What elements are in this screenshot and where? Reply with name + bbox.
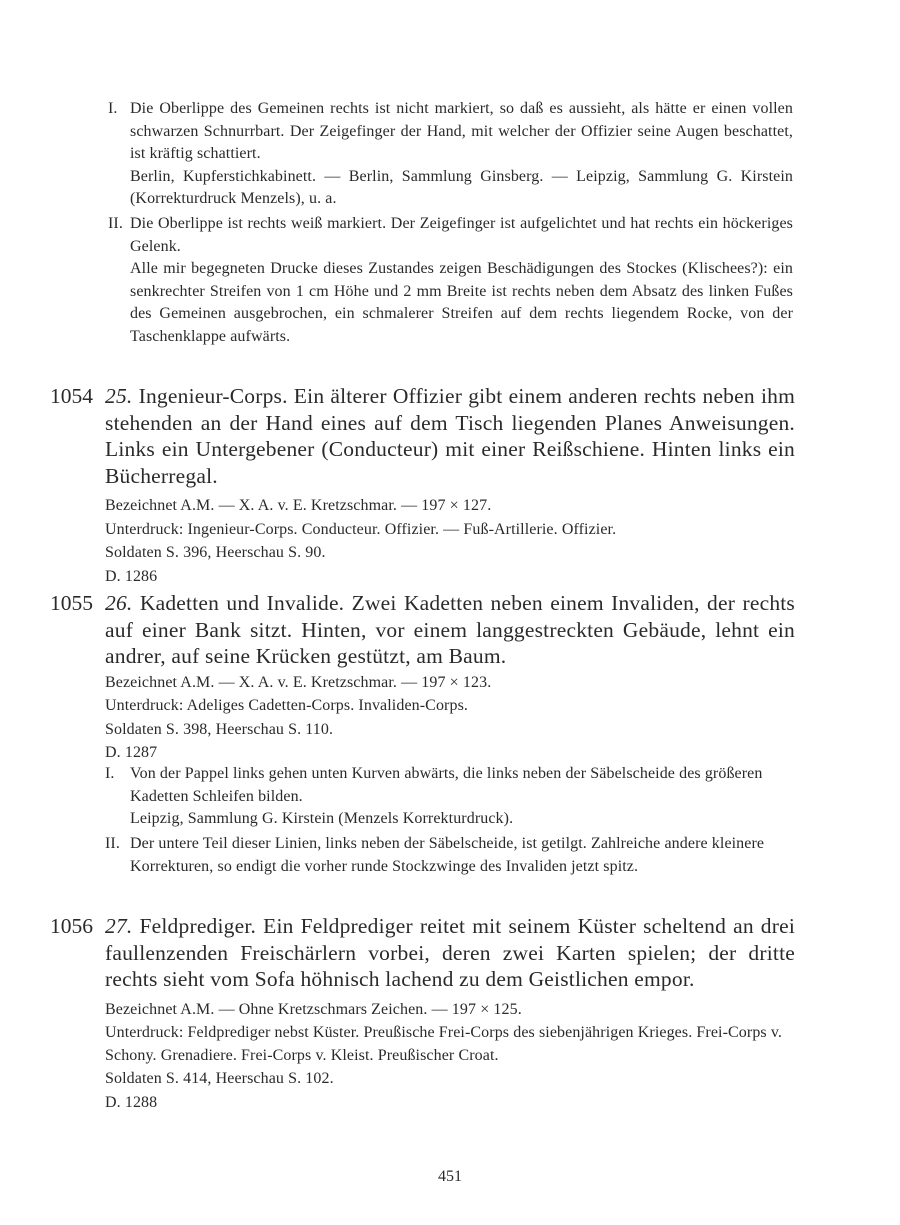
entry-unterdruck: Unterdruck: Feldprediger nebst Küster. Preußische Frei-Corps des siebenjährigen Krieges. Frei-Corps v. Schony. Grenadiere. Frei-Corps v. Kleist. Preußischer Croat. bbox=[105, 1024, 783, 1064]
entry-index: 26. bbox=[105, 591, 133, 615]
entry-literature: Soldaten S. 396, Heerschau S. 90. bbox=[105, 544, 326, 561]
state-number: II. bbox=[105, 835, 120, 852]
state-number: I. bbox=[108, 100, 118, 117]
state-number: II. bbox=[108, 215, 123, 232]
state-1053-ii bbox=[108, 213, 793, 348]
state-number: I. bbox=[105, 765, 115, 782]
entry-title: Ingenieur-Corps. Ein älterer Offizier gibt einem anderen rechts neben ihm stehenden an der Hand eines auf dem Tisch liegenden Planes Anweisungen. Links ein Untergebener (Conducteur) mit einer Reißschiene. Hinten links ein Bücherregal. bbox=[105, 384, 796, 488]
catalog-entry-1056 bbox=[50, 913, 795, 1114]
state-locations: Berlin, Kupferstichkabinett. — Berlin, Sammlung Ginsberg. — Leipzig, Sammlung G. Kirstein (Korrekturdruck Menzels), u. a. bbox=[130, 167, 793, 207]
entry-number: 1055 bbox=[50, 591, 93, 615]
state-description: Von der Pappel links gehen unten Kurven abwärts, die links neben der Säbelscheide des größeren Kadetten Schleifen bilden. bbox=[130, 765, 763, 805]
entry-dorgerloh: D. 1286 bbox=[105, 567, 158, 585]
page-number: 451 bbox=[438, 1168, 462, 1185]
state-description: Die Oberlippe des Gemeinen rechts ist nicht markiert, so daß es aussieht, als hätte er einen vollen schwarzen Schnurrbart. Der Zeigefinger der Hand, mit welcher der Offizier seine Augen beschattet, ist kräftig schattiert. bbox=[130, 100, 793, 162]
catalog-entry-1054 bbox=[50, 383, 795, 588]
entry-title: Feldprediger. Ein Feldprediger reitet mit seinem Küster scheltend an drei faullenzenden Freischärlern vorbei, deren zwei Karten spielen; der dritte rechts sieht vom Sofa höhnisch lachend zu dem Geistlichen empor. bbox=[105, 914, 795, 991]
entry-heading bbox=[105, 383, 795, 489]
entry-signature: Bezeichnet A.M. — Ohne Kretzschmars Zeichen. — 197 × 125. bbox=[105, 1000, 522, 1018]
state-description: Der untere Teil dieser Linien, links neben der Säbelscheide, ist getilgt. Zahlreiche andere kleinere Korrekturen, so endigt die vorher runde Stockzwinge des Invaliden jetzt spitz. bbox=[130, 835, 765, 875]
entry-dorgerloh: D. 1288 bbox=[105, 1093, 158, 1111]
state-note: Alle mir begegneten Drucke dieses Zustandes zeigen Beschädigungen des Stockes (Klischees?): ein senkrechter Streifen von 1 cm Höhe und 2 mm Breite ist rechts neben dem Absatz des linken Fußes des Gemeinen ausgebrochen, ein schmalerer Streifen auf dem rechts liegendem Rocke, von der Taschenklappe aufwärts. bbox=[130, 260, 793, 345]
entry-number: 1054 bbox=[50, 384, 93, 408]
state-description: Die Oberlippe ist rechts weiß markiert. Der Zeigefinger ist aufgelichtet und hat rechts ein höckeriges Gelenk. bbox=[130, 215, 793, 255]
entry-heading bbox=[105, 913, 795, 993]
entry-literature: Soldaten S. 414, Heerschau S. 102. bbox=[105, 1070, 334, 1087]
entry-index: 25. bbox=[105, 384, 133, 408]
state-1055-ii bbox=[105, 833, 795, 878]
state-1053-i bbox=[108, 98, 793, 211]
entry-index: 27. bbox=[105, 914, 133, 938]
entry-unterdruck: Unterdruck: Adeliges Cadetten-Corps. Invaliden-Corps. bbox=[105, 697, 468, 714]
entry-signature: Bezeichnet A.M. — X. A. v. E. Kretzschmar. — 197 × 123. bbox=[105, 673, 492, 691]
entry-heading bbox=[105, 590, 795, 670]
entry-title: Kadetten und Invalide. Zwei Kadetten neben einem Invaliden, der rechts auf einer Bank sitzt. Hinten, vor einem langgestreckten Gebäude, lehnt ein andrer, auf seine Krücken gestützt, am Baum. bbox=[105, 591, 796, 668]
entry-number: 1056 bbox=[50, 914, 93, 938]
entry-literature: Soldaten S. 398, Heerschau S. 110. bbox=[105, 720, 334, 738]
catalog-entry-1055 bbox=[50, 590, 795, 765]
entry-signature: Bezeichnet A.M. — X. A. v. E. Kretzschmar. — 197 × 127. bbox=[105, 497, 492, 514]
state-locations: Leipzig, Sammlung G. Kirstein (Menzels Korrekturdruck). bbox=[130, 810, 514, 827]
entry-dorgerloh: D. 1287 bbox=[105, 744, 158, 761]
entry-unterdruck: Unterdruck: Ingenieur-Corps. Conducteur. Offizier. — Fuß-Artillerie. Offizier. bbox=[105, 520, 617, 538]
state-1055-i bbox=[105, 763, 795, 831]
